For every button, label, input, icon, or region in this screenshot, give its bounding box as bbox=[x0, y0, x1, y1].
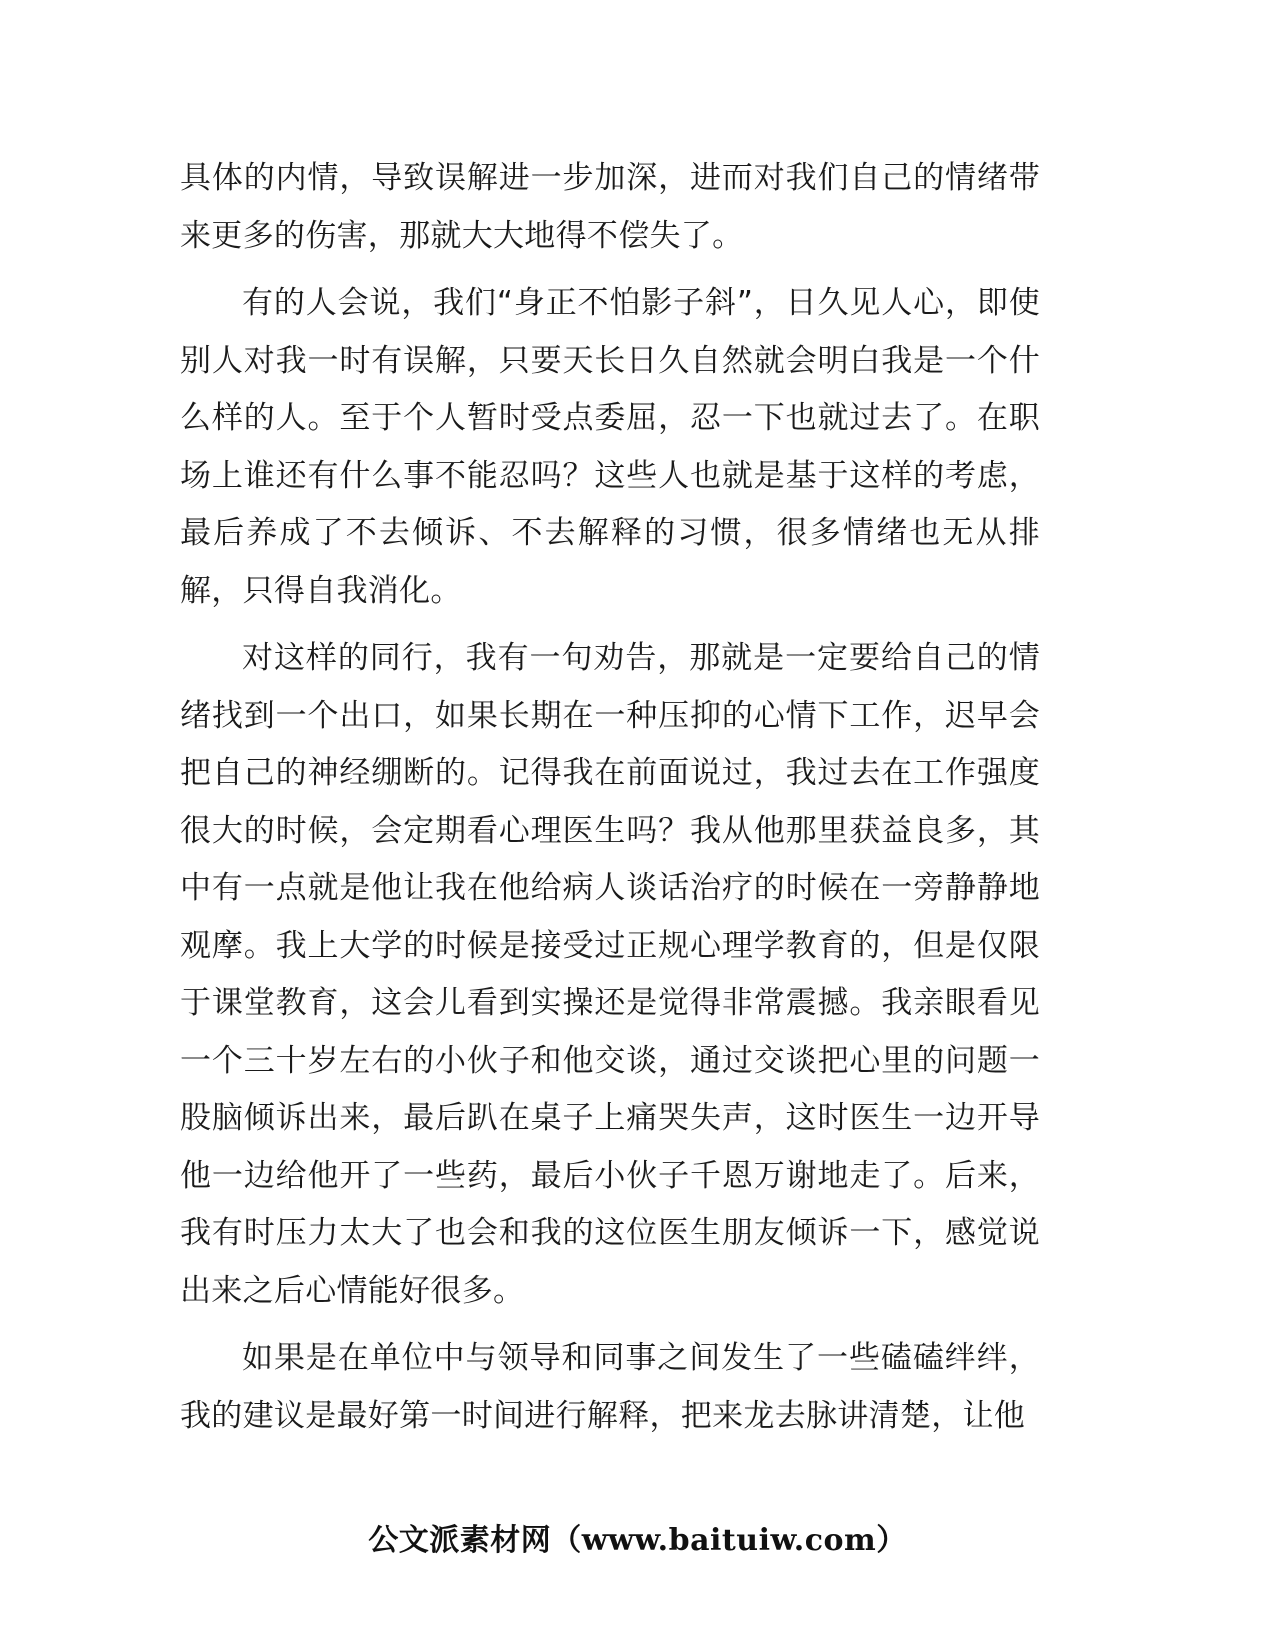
paragraph-4: 如果是在单位中与领导和同事之间发生了一些磕磕绊绊，我的建议是最好第一时间进行解释，把来龙去脉讲清楚，让他 bbox=[180, 1340, 1040, 1434]
document-body bbox=[180, 150, 1040, 1455]
page-footer-watermark: 公文派素材网（www.baituiw.com） bbox=[368, 1523, 907, 1558]
paragraph-1: 具体的内情，导致误解进一步加深，进而对我们自己的情绪带来更多的伤害，那就大大地得不偿失了。 bbox=[180, 160, 1040, 254]
paragraph-2: 有的人会说，我们“身正不怕影子斜”，日久见人心，即使别人对我一时有误解，只要天长日久自然就会明白我是一个什么样的人。至于个人暂时受点委屈，忍一下也就过去了。在职场上谁还有什么事不能忍吗？这些人也就是基于这样的考虑，最后养成了不去倾诉、不去解释的习惯，很多情绪也无从排解，只得自我消化。 bbox=[180, 285, 1040, 609]
paragraph-3: 对这样的同行，我有一句劝告，那就是一定要给自己的情绪找到一个出口，如果长期在一种压抑的心情下工作，迟早会把自己的神经绷断的。记得我在前面说过，我过去在工作强度很大的时候，会定期看心理医生吗？我从他那里获益良多，其中有一点就是他让我在他给病人谈话治疗的时候在一旁静静地观摩。我上大学的时候是接受过正规心理学教育的，但是仅限于课堂教育，这会儿看到实操还是觉得非常震撼。我亲眼看见一个三十岁左右的小伙子和他交谈，通过交谈把心里的问题一股脑倾诉出来，最后趴在桌子上痛哭失声，这时医生一边开导他一边给他开了一些药，最后小伙子千恩万谢地走了。后来，我有时压力太大了也会和我的这位医生朋友倾诉一下，感觉说出来之后心情能好很多。 bbox=[180, 640, 1040, 1309]
